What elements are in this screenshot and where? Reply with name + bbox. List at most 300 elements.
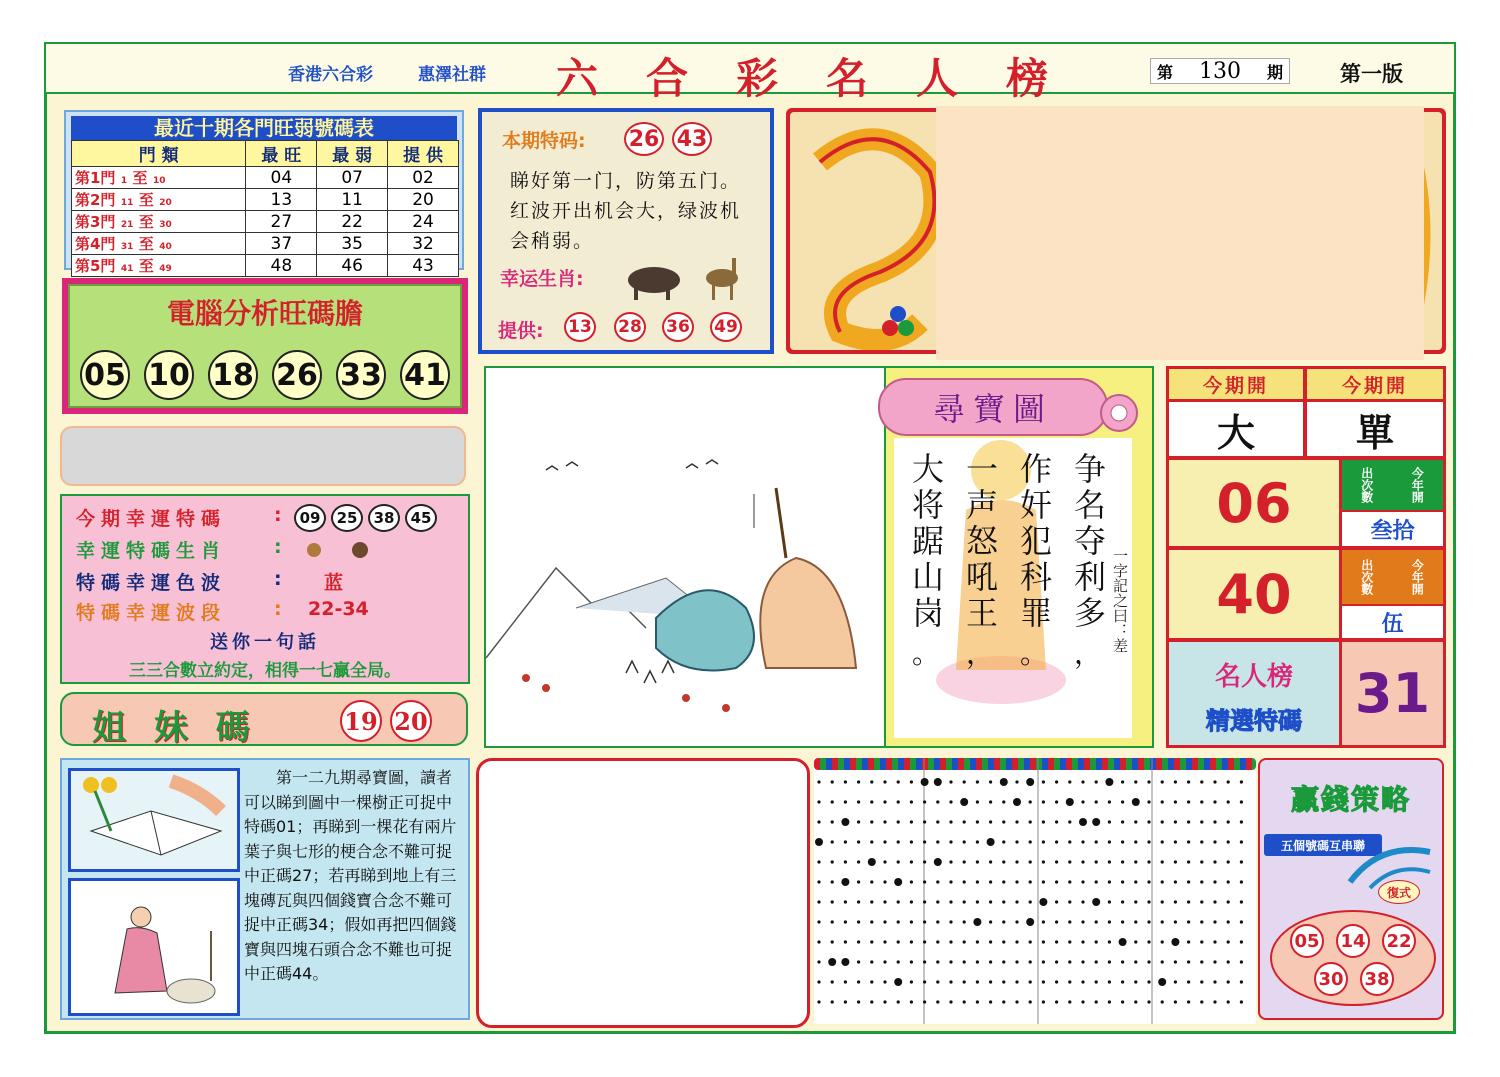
poem-line: 一声怒吼王: [961, 452, 999, 632]
grid-dot: [910, 960, 913, 963]
sister-panel: [60, 692, 468, 746]
grid-dot: [1174, 920, 1177, 923]
grid-dot: [963, 980, 966, 983]
poem-column: [906, 452, 946, 672]
grid-dot: [1055, 840, 1058, 843]
grid-dot: [870, 900, 873, 903]
strategy-panel: [1258, 758, 1444, 1020]
grid-dot: [963, 940, 966, 943]
poem-column: [1068, 452, 1108, 672]
blank-box: [476, 758, 810, 1028]
grid-dot: [1174, 860, 1177, 863]
grid-dot: [1068, 960, 1071, 963]
grid-dot: [1068, 880, 1071, 883]
grid-dot: [1095, 980, 1098, 983]
grid-dot: [831, 980, 834, 983]
poem-punct: ，: [965, 637, 994, 670]
grid-dot: [1042, 820, 1045, 823]
number-2: 40: [1169, 550, 1339, 638]
issue-box: [1150, 58, 1290, 84]
grid-dot: [1068, 1000, 1071, 1003]
article-panel: [60, 758, 470, 1020]
grid-dot: [831, 860, 834, 863]
grid-dot: [976, 960, 979, 963]
grid-dot: [1095, 960, 1098, 963]
grid-dot: [949, 920, 952, 923]
header-left2: 惠澤社群: [418, 65, 486, 85]
grid-dot: [1187, 980, 1190, 983]
grid-dot: [1002, 1000, 1005, 1003]
lucky-phrase-title: 送你一句話: [210, 632, 320, 653]
grid-dot: [1147, 920, 1150, 923]
grid-dot: [857, 800, 860, 803]
grid-dot: [1240, 800, 1243, 803]
grid-dot: [1240, 900, 1243, 903]
grid-dot: [1174, 840, 1177, 843]
grid-dot: [1213, 1000, 1216, 1003]
grid-dot: [1108, 860, 1111, 863]
grid-dot: [936, 920, 939, 923]
grid-dot: [1200, 940, 1203, 943]
grid-dot: [936, 940, 939, 943]
grid-dot: [883, 780, 886, 783]
grid-dot: [870, 800, 873, 803]
lucky-label-3: 特碼幸運色波: [76, 572, 227, 594]
grid-dot: [976, 1000, 979, 1003]
count-tag-a: 出次數: [1359, 467, 1374, 503]
grid-dot: [910, 780, 913, 783]
grid-dot: [817, 940, 820, 943]
grid-dot: [963, 780, 966, 783]
grid-dot: [1227, 900, 1230, 903]
grid-dot: [1055, 980, 1058, 983]
grid-dot: [976, 860, 979, 863]
range-from: 1: [120, 176, 128, 186]
grid-dot: [1081, 840, 1084, 843]
grid-dot: [1200, 820, 1203, 823]
grid-dot: [936, 820, 939, 823]
grid-dot: [1187, 960, 1190, 963]
grid-dot: [1213, 860, 1216, 863]
reading-lady-icon: [71, 881, 237, 1013]
grid-dot: [844, 840, 847, 843]
grid-dot: [976, 820, 979, 823]
grid-dot: [870, 920, 873, 923]
lucky-colon: :: [274, 536, 282, 558]
grid-dot: [1213, 900, 1216, 903]
grid-dot: [1039, 898, 1047, 906]
grid-dot: [1081, 800, 1084, 803]
count-tag-a: 出次數: [1359, 559, 1374, 595]
grid-dot: [831, 920, 834, 923]
famous-subtitle: 精選特碼: [1206, 707, 1302, 735]
grid-dot: [1213, 940, 1216, 943]
table-row: [72, 255, 459, 277]
ten-period-table-panel: [64, 110, 464, 276]
grid-dot: [1134, 880, 1137, 883]
poem-punct: 。: [1019, 637, 1048, 670]
grid-dot: [870, 980, 873, 983]
table-row: [72, 167, 459, 189]
grid-dot: [1161, 1000, 1164, 1003]
grid-dot: [1121, 1000, 1124, 1003]
grid-dot: [1161, 940, 1164, 943]
grid-dot: [857, 780, 860, 783]
grid-dot: [1171, 938, 1179, 946]
grid-dot: [883, 960, 886, 963]
grid-dot: [1134, 940, 1137, 943]
grid-dot: [1240, 960, 1243, 963]
grid-dot: [1134, 920, 1137, 923]
grid-dot: [883, 920, 886, 923]
grid-dot: [1002, 960, 1005, 963]
grid-dot: [989, 820, 992, 823]
number-ball: 30: [1314, 962, 1348, 996]
grid-dot: [1240, 840, 1243, 843]
grid-dot: [1029, 960, 1032, 963]
grid-dot: [1161, 920, 1164, 923]
grid-dot: [1108, 1000, 1111, 1003]
grid-dot: [1174, 1000, 1177, 1003]
grid-dot: [1068, 820, 1071, 823]
grid-dot: [1002, 840, 1005, 843]
grid-dot: [921, 778, 929, 786]
grid-dot: [949, 860, 952, 863]
grid-dot: [883, 940, 886, 943]
grid-dot: [1161, 800, 1164, 803]
grid-dot: [870, 940, 873, 943]
grid-dot: [923, 940, 926, 943]
grid-dot: [1042, 780, 1045, 783]
grid-dot: [897, 840, 900, 843]
grid-dot: [910, 900, 913, 903]
grid-dot: [963, 840, 966, 843]
grid-dot: [973, 918, 981, 926]
big-small-value: 大: [1169, 402, 1303, 456]
lucky-colon: :: [274, 504, 282, 526]
number-ball: 10: [144, 350, 194, 400]
grid-dot: [949, 840, 952, 843]
grid-dot: [1042, 840, 1045, 843]
grid-dot: [1147, 980, 1150, 983]
give-cell: 02: [388, 167, 459, 189]
lucky-label-1: 今期幸運特碼: [76, 508, 227, 530]
grid-dot: [1174, 880, 1177, 883]
grid-dot: [1121, 960, 1124, 963]
count-value-2: 伍: [1342, 606, 1443, 638]
grid-dot: [1081, 900, 1084, 903]
grid-dot: [1200, 880, 1203, 883]
poem-column: [1014, 452, 1054, 672]
grid-dot: [1095, 780, 1098, 783]
grid-dot: [1042, 940, 1045, 943]
grid-dot: [844, 940, 847, 943]
grid-dot: [883, 900, 886, 903]
boar-and-deer-icon: [622, 252, 752, 304]
grid-dot: [817, 820, 820, 823]
grid-dot: [1095, 860, 1098, 863]
number-ball: 05: [80, 350, 130, 400]
grid-dot: [923, 980, 926, 983]
grid-dot: [910, 880, 913, 883]
grid-dot: [1055, 880, 1058, 883]
grid-dot: [1147, 800, 1150, 803]
grid-dot: [923, 1000, 926, 1003]
lady-illustration: [68, 878, 240, 1016]
grid-dot: [857, 940, 860, 943]
grid-dot: [1161, 960, 1164, 963]
grid-dot: [1200, 840, 1203, 843]
grid-dot: [1240, 1000, 1243, 1003]
grid-dot: [1108, 960, 1111, 963]
grid-dot: [976, 980, 979, 983]
grid-dot: [1187, 800, 1190, 803]
grid-dot: [1029, 880, 1032, 883]
cold-cell: 46: [317, 255, 388, 277]
issue-suffix: 期: [1266, 62, 1283, 82]
grid-dot: [1240, 920, 1243, 923]
grid-dot: [831, 900, 834, 903]
grid-dot: [1174, 960, 1177, 963]
special-panel: [478, 108, 774, 354]
grid-dot: [1015, 920, 1018, 923]
odd-even-value: 單: [1307, 402, 1443, 456]
table-row: [72, 189, 459, 211]
grid-dot: [1095, 940, 1098, 943]
hot-cell: 13: [246, 189, 317, 211]
number-ball: 05: [1290, 924, 1324, 958]
grid-dot: [817, 980, 820, 983]
grid-dot: [1015, 980, 1018, 983]
cold-cell: 22: [317, 211, 388, 233]
grid-dot: [1147, 860, 1150, 863]
treasure-side-note: 一字記之曰：差: [1111, 548, 1129, 653]
grid-dot: [841, 958, 849, 966]
grid-dot: [1002, 920, 1005, 923]
number-ball: 18: [208, 350, 258, 400]
count-tag-2: [1342, 550, 1443, 604]
grid-dot: [923, 880, 926, 883]
grid-dot: [1002, 900, 1005, 903]
grid-dot: [1187, 900, 1190, 903]
grid-dot: [1055, 780, 1058, 783]
grid-dot: [841, 818, 849, 826]
grid-dot: [1147, 900, 1150, 903]
grid-dot: [1213, 920, 1216, 923]
col-header: 最 旺: [246, 141, 317, 167]
grid-dot: [883, 800, 886, 803]
draw-info-panel: [1166, 366, 1446, 748]
book-illustration: [68, 768, 240, 872]
grid-dot: [1200, 960, 1203, 963]
grid-dot: [1029, 800, 1032, 803]
grid-dot: [1134, 980, 1137, 983]
grid-dot: [936, 880, 939, 883]
grid-dot: [936, 980, 939, 983]
treasure-map-panel: [884, 366, 1154, 748]
grid-dot: [1081, 940, 1084, 943]
grid-dot: [817, 1000, 820, 1003]
grid-dot: [894, 878, 902, 886]
grid-dot: [1200, 860, 1203, 863]
monkey-icon: [302, 538, 382, 562]
door-label: 第1門: [75, 169, 116, 187]
grid-dot: [883, 860, 886, 863]
range-to-word: 至: [138, 191, 154, 209]
grid-dot: [1213, 800, 1216, 803]
header-left1: 香港六合彩: [288, 65, 373, 85]
grid-dot: [817, 860, 820, 863]
grid-dot: [936, 960, 939, 963]
grid-dot: [963, 1000, 966, 1003]
zodiac-icons: [302, 538, 382, 567]
grid-dot: [1147, 780, 1150, 783]
cold-cell: 07: [317, 167, 388, 189]
treasure-title: 尋寶圖: [878, 378, 1108, 436]
lucky-phrase: 三三合數立約定，相得一七贏全局。: [129, 661, 401, 681]
poem-column: [960, 452, 1000, 672]
grid-dot: [963, 900, 966, 903]
grid-dot: [1213, 820, 1216, 823]
issue-prefix: 第: [1157, 62, 1174, 82]
draw-header-2: 今期開: [1307, 369, 1443, 399]
col-header: 最 弱: [317, 141, 388, 167]
number-ball: 38: [1360, 962, 1394, 996]
grid-dot: [857, 980, 860, 983]
grid-dot: [1015, 780, 1018, 783]
grid-dot: [883, 880, 886, 883]
grid-dot: [1227, 820, 1230, 823]
grid-dot: [1000, 778, 1008, 786]
grid-dot: [1055, 940, 1058, 943]
poem-line: 作奸犯科罪: [1015, 452, 1053, 632]
grid-dot: [883, 980, 886, 983]
ten-table-title: 最近十期各門旺弱號碼表: [71, 116, 457, 140]
grid-dot: [831, 840, 834, 843]
grid-dot: [910, 860, 913, 863]
grid-dot: [1161, 840, 1164, 843]
grid-dot: [1015, 860, 1018, 863]
grid-dot: [963, 880, 966, 883]
grid-dot: [870, 1000, 873, 1003]
grid-dot: [910, 980, 913, 983]
strategy-tag: 復式: [1378, 880, 1420, 904]
grid-dot: [1213, 880, 1216, 883]
grid-dot: [857, 920, 860, 923]
grid-dot: [989, 860, 992, 863]
grid-dot: [949, 880, 952, 883]
grid-dot: [1042, 1000, 1045, 1003]
lucky-label-2: 幸運特碼生肖: [76, 540, 227, 562]
grid-dot: [1121, 900, 1124, 903]
grid-dot: [1002, 800, 1005, 803]
grid-dot: [870, 840, 873, 843]
grid-dot: [963, 960, 966, 963]
grid-dot: [1227, 840, 1230, 843]
give-cell: 32: [388, 233, 459, 255]
grid-dot: [1108, 820, 1111, 823]
grid-dot: [1174, 800, 1177, 803]
grid-dot: [1158, 978, 1166, 986]
grid-dot: [989, 960, 992, 963]
door-label: 第4門: [75, 235, 116, 253]
lucky-range-value: 22-34: [308, 598, 369, 620]
grid-dot: [844, 800, 847, 803]
grid-dot: [1095, 840, 1098, 843]
cold-cell: 11: [317, 189, 388, 211]
range-to-word: 至: [138, 257, 154, 275]
grid-dot: [1015, 820, 1018, 823]
grid-dot: [1055, 900, 1058, 903]
grid-dot: [1042, 860, 1045, 863]
grid-dot: [923, 900, 926, 903]
give-cell: 24: [388, 211, 459, 233]
grid-dot: [1161, 820, 1164, 823]
grid-dot: [1042, 800, 1045, 803]
grid-dot: [1187, 940, 1190, 943]
grid-dot: [1029, 840, 1032, 843]
grid-dot: [1213, 840, 1216, 843]
dragon-logo-icon: [800, 122, 950, 350]
grid-dot: [1227, 880, 1230, 883]
grid-dot: [870, 780, 873, 783]
grid-dot: [949, 780, 952, 783]
poem-line: 大将踞山岗: [907, 452, 945, 632]
grid-dot: [857, 820, 860, 823]
computer-numbers: [80, 350, 450, 400]
number-ball: 28: [614, 312, 646, 342]
grid-dot: [1095, 800, 1098, 803]
grid-dot: [1105, 778, 1113, 786]
grid-dot: [1132, 798, 1140, 806]
grid-dot: [1240, 880, 1243, 883]
grid-dot: [1174, 900, 1177, 903]
grid-dot: [949, 980, 952, 983]
grid-dot: [963, 860, 966, 863]
grid-dot: [1147, 840, 1150, 843]
grid-dot: [857, 960, 860, 963]
fishing-scene-icon: [486, 368, 884, 746]
grid-dot: [1068, 860, 1071, 863]
grid-dot: [1240, 940, 1243, 943]
range-to: 20: [159, 198, 172, 208]
grid-dot: [989, 880, 992, 883]
grid-dot: [960, 798, 968, 806]
grid-dot: [1121, 800, 1124, 803]
grid-dot: [1200, 780, 1203, 783]
blank-panel: [60, 426, 466, 486]
grid-dot: [857, 1000, 860, 1003]
table-row: [72, 211, 459, 233]
door-label: 第3門: [75, 213, 116, 231]
grid-dot: [1108, 940, 1111, 943]
treasure-poem: [906, 452, 1108, 672]
grid-dot: [910, 1000, 913, 1003]
grid-dot: [897, 860, 900, 863]
range-to: 40: [159, 242, 172, 252]
grid-dot: [976, 780, 979, 783]
number-ball: 14: [1336, 924, 1370, 958]
grid-dot: [1121, 820, 1124, 823]
number-ball: 41: [400, 350, 450, 400]
grid-dot: [989, 920, 992, 923]
grid-dot: [1119, 938, 1127, 946]
poem-punct: 。: [911, 637, 940, 670]
article-text: 第一二九期尋寶圖，讀者可以睇到圖中一棵樹正可捉中特碼01；再睇到一棵花有兩片葉子與七形的梗合念不難可捉中正碼27；若再睇到地上有三塊磚瓦與四個錢寶合念不難可捉中正碼34；假如再把四個錢寶與四塊石頭合念不難也可捉中正碼44。: [244, 768, 457, 983]
grid-dot: [1066, 798, 1074, 806]
grid-dot: [936, 800, 939, 803]
grid-dot: [1015, 960, 1018, 963]
